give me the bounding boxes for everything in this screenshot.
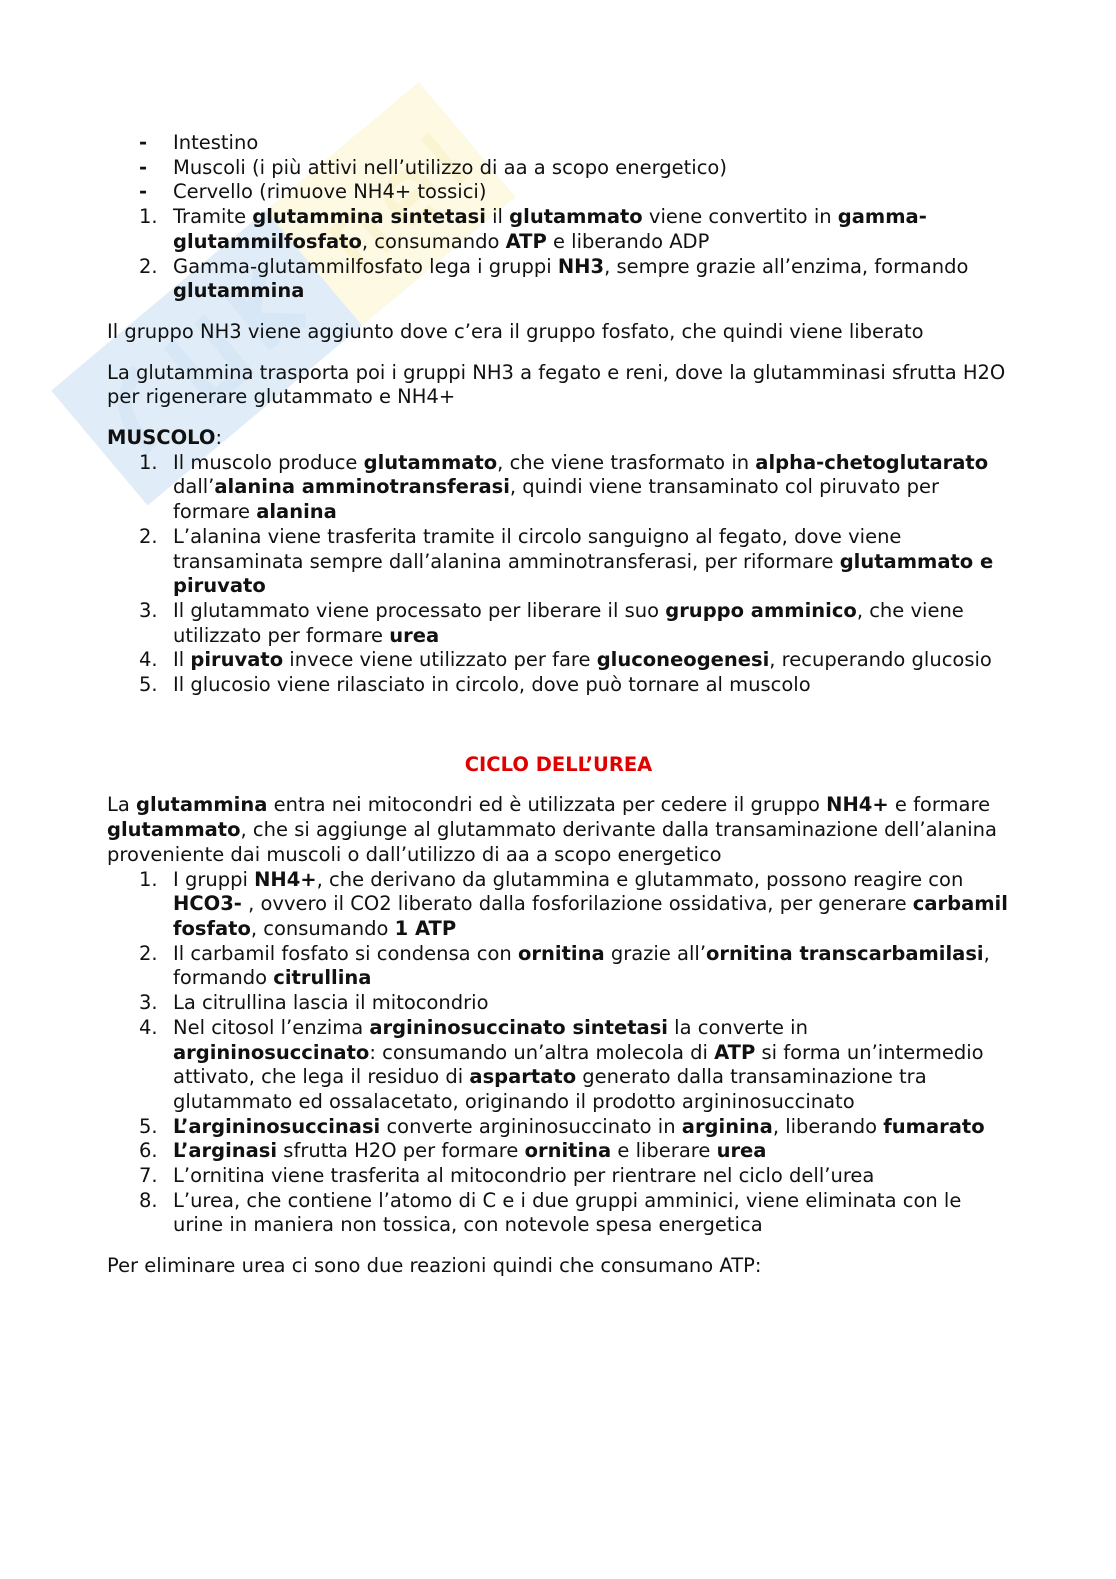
bold-term: citrullina — [273, 966, 372, 990]
list-item — [107, 205, 1012, 254]
list-marker: 1. — [139, 867, 158, 891]
bold-term: glutammina sintetasi — [252, 205, 486, 229]
list-marker: 8. — [139, 1188, 158, 1212]
text-run: L’alanina viene trasferita tramite il circolo sanguigno al fegato, dove viene transaminata sempre dall’alanina amminotransferasi, per riformare — [173, 524, 902, 573]
urea-cycle-title: CICLO DELL’UREA — [464, 752, 653, 776]
organs-list — [107, 131, 1012, 205]
text-run: entra nei mitocondri ed è utilizzata per cedere il gruppo — [267, 793, 827, 817]
text-run: converte argininosuccinato in — [380, 1114, 682, 1138]
text-run: la converte in — [667, 1015, 808, 1039]
muscle-heading — [107, 426, 1012, 451]
text-run: Intestino — [173, 131, 259, 154]
list-item — [107, 131, 1012, 156]
text-run: si forma un’intermedio attivato, che lega il residuo di — [173, 1040, 984, 1089]
list-item — [107, 673, 1012, 698]
text-run: viene convertito in — [642, 205, 838, 229]
bold-term: piruvato — [190, 648, 284, 672]
list-marker: 6. — [139, 1139, 158, 1163]
paragraph-final: Per eliminare urea ci sono due reazioni quindi che consumano ATP: — [107, 1254, 762, 1278]
text-run: Il — [173, 648, 191, 672]
list-marker: - — [139, 155, 148, 179]
list-marker: - — [139, 131, 148, 154]
text-run: , recuperando glucosio — [769, 648, 992, 672]
list-item — [107, 648, 1012, 673]
bold-term: argininosuccinato — [173, 1040, 370, 1064]
text-run: , sempre grazie all’enzima, formando — [604, 254, 969, 278]
bold-term: arginina — [681, 1114, 773, 1138]
list-item — [107, 525, 1012, 599]
bold-term: alpha-chetoglutarato — [755, 450, 989, 474]
bold-term: NH3 — [557, 254, 605, 278]
list-marker: 3. — [139, 598, 158, 622]
paragraph-transport: La glutammina trasporta poi i gruppi NH3 a fegato e reni, dove la glutamminasi sfrutta H2O per rigenerare glutammato e NH4+ — [107, 360, 1006, 409]
bold-term: aspartato — [469, 1065, 577, 1089]
bold-term: ATP — [714, 1040, 756, 1064]
bold-term: HCO3- — [173, 892, 242, 916]
urea-intro-paragraph — [107, 793, 1012, 867]
bold-term: gruppo amminico — [665, 598, 857, 622]
list-marker: 5. — [139, 1114, 158, 1138]
text-run: Il carbamil fosfato si condensa con — [173, 941, 518, 965]
text-run: Il glucosio viene rilasciato in circolo, dove può tornare al muscolo — [173, 673, 811, 697]
text-run: sfrutta H2O per formare — [277, 1139, 525, 1163]
list-item — [107, 868, 1012, 942]
text-run: e liberando ADP — [546, 229, 710, 253]
list-item — [107, 180, 1012, 205]
text-run: , consumando — [250, 916, 395, 940]
text-run: L’urea, che contiene l’atomo di C e i due gruppi amminici, viene eliminata con le urine in maniera non tossica, con notevole spesa energetica — [173, 1188, 962, 1237]
glutamine-steps-list — [107, 205, 1012, 304]
list-marker: 1. — [139, 450, 158, 474]
bold-term: 1 ATP — [394, 916, 457, 940]
list-item — [107, 1115, 1012, 1140]
text-run: , formando — [173, 941, 990, 990]
bold-term: glutammato e piruvato — [173, 549, 994, 598]
text-run: invece viene utilizzato per fare — [283, 648, 597, 672]
bold-term: gluconeogenesi — [596, 648, 770, 672]
list-item — [107, 451, 1012, 525]
text-run: : consumando un’altra molecola di — [369, 1040, 715, 1064]
text-run: grazie all’ — [604, 941, 707, 965]
text-run: , ovvero il CO2 liberato dalla fosforilazione ossidativa, per generare — [241, 892, 913, 916]
text-run: e liberare — [611, 1139, 717, 1163]
text-run: , liberando — [772, 1114, 884, 1138]
text-run: Il glutammato viene processato per liberare il suo — [173, 598, 666, 622]
list-marker: 4. — [139, 648, 158, 672]
urea-steps-list — [107, 868, 1012, 1239]
text-run: Nel citosol l’enzima — [173, 1015, 370, 1039]
document-page — [107, 131, 1012, 1279]
bold-term: urea — [716, 1139, 767, 1163]
text-run: Cervello (rimuove NH4+ tossici) — [173, 180, 487, 204]
bold-term: NH4+ — [826, 793, 889, 817]
text-run: Muscoli (i più attivi nell’utilizzo di aa a scopo energetico) — [173, 155, 727, 179]
bold-term: argininosuccinato sintetasi — [369, 1015, 668, 1039]
text-run: Tramite — [173, 205, 253, 229]
list-item — [107, 156, 1012, 181]
list-marker: 4. — [139, 1015, 158, 1039]
list-marker: - — [139, 180, 148, 204]
list-marker: 5. — [139, 673, 158, 697]
bold-term: ornitina — [524, 1139, 612, 1163]
text-run: , che viene utilizzato per formare — [173, 598, 964, 647]
list-marker: 7. — [139, 1164, 158, 1188]
bold-term: glutammato — [509, 205, 643, 229]
text-run: , quindi viene transaminato col piruvato per formare — [173, 475, 939, 524]
text-run: , che derivano da glutammina e glutammato, possono reagire con — [316, 867, 964, 891]
bold-term: glutammina — [173, 279, 305, 303]
bold-term: fumarato — [883, 1114, 985, 1138]
list-marker: 3. — [139, 991, 158, 1015]
text-run: , consumando — [361, 229, 506, 253]
text-run: , che si aggiunge al glutammato derivante dalla transaminazione dell’alanina proveniente dai muscoli o dall’utilizzo di aa a scopo energetico — [107, 818, 997, 866]
bold-term: alanina — [256, 500, 337, 524]
text-run: , che viene trasformato in — [497, 450, 756, 474]
bold-term: glutammato — [363, 450, 498, 474]
bold-term: glutammato — [107, 818, 241, 842]
text-run: dall’ — [173, 475, 215, 499]
list-item — [107, 942, 1012, 991]
bold-term: ornitina transcarbamilasi — [706, 941, 984, 965]
list-item — [107, 1164, 1012, 1189]
list-item — [107, 599, 1012, 648]
bold-term: L’arginasi — [173, 1139, 278, 1163]
list-marker: 1. — [139, 205, 158, 229]
muscle-heading-label: MUSCOLO — [107, 426, 216, 450]
list-item — [107, 255, 1012, 304]
bold-term: carbamil fosfato — [173, 892, 1008, 940]
list-item — [107, 1139, 1012, 1164]
bold-term: ATP — [505, 229, 547, 253]
text-run: il — [485, 205, 510, 229]
muscle-heading-suffix: : — [215, 426, 223, 450]
bold-term: glutammina — [136, 793, 268, 817]
text-run: Gamma-glutammilfosfato lega i gruppi — [173, 254, 558, 278]
text-run: generato dalla transaminazione tra glutammato ed ossalacetato, originando il prodotto argininosuccinato — [173, 1065, 927, 1113]
text-run: e formare — [888, 793, 991, 817]
bold-term: NH4+ — [254, 867, 317, 891]
bold-term: ornitina — [518, 941, 605, 965]
text-run: La — [107, 793, 137, 817]
muscle-steps-list — [107, 451, 1012, 698]
list-marker: 2. — [139, 524, 158, 548]
bold-term: urea — [389, 623, 440, 647]
text-run: L’ornitina viene trasferita al mitocondrio per rientrare nel ciclo dell’urea — [173, 1164, 875, 1188]
list-item — [107, 1016, 1012, 1115]
list-item — [107, 991, 1012, 1016]
list-item — [107, 1189, 1012, 1238]
bold-term: L’argininosuccinasi — [173, 1114, 381, 1138]
bold-term: gamma-glutammilfosfato — [173, 205, 927, 253]
bold-term: alanina amminotransferasi — [214, 475, 510, 499]
paragraph-nh3: Il gruppo NH3 viene aggiunto dove c’era il gruppo fosfato, che quindi viene liberato — [107, 319, 924, 343]
list-marker: 2. — [139, 254, 158, 278]
list-marker: 2. — [139, 941, 158, 965]
text-run: Il muscolo produce — [173, 450, 364, 474]
text-run: I gruppi — [173, 867, 255, 891]
text-run: La citrullina lascia il mitocondrio — [173, 991, 489, 1015]
